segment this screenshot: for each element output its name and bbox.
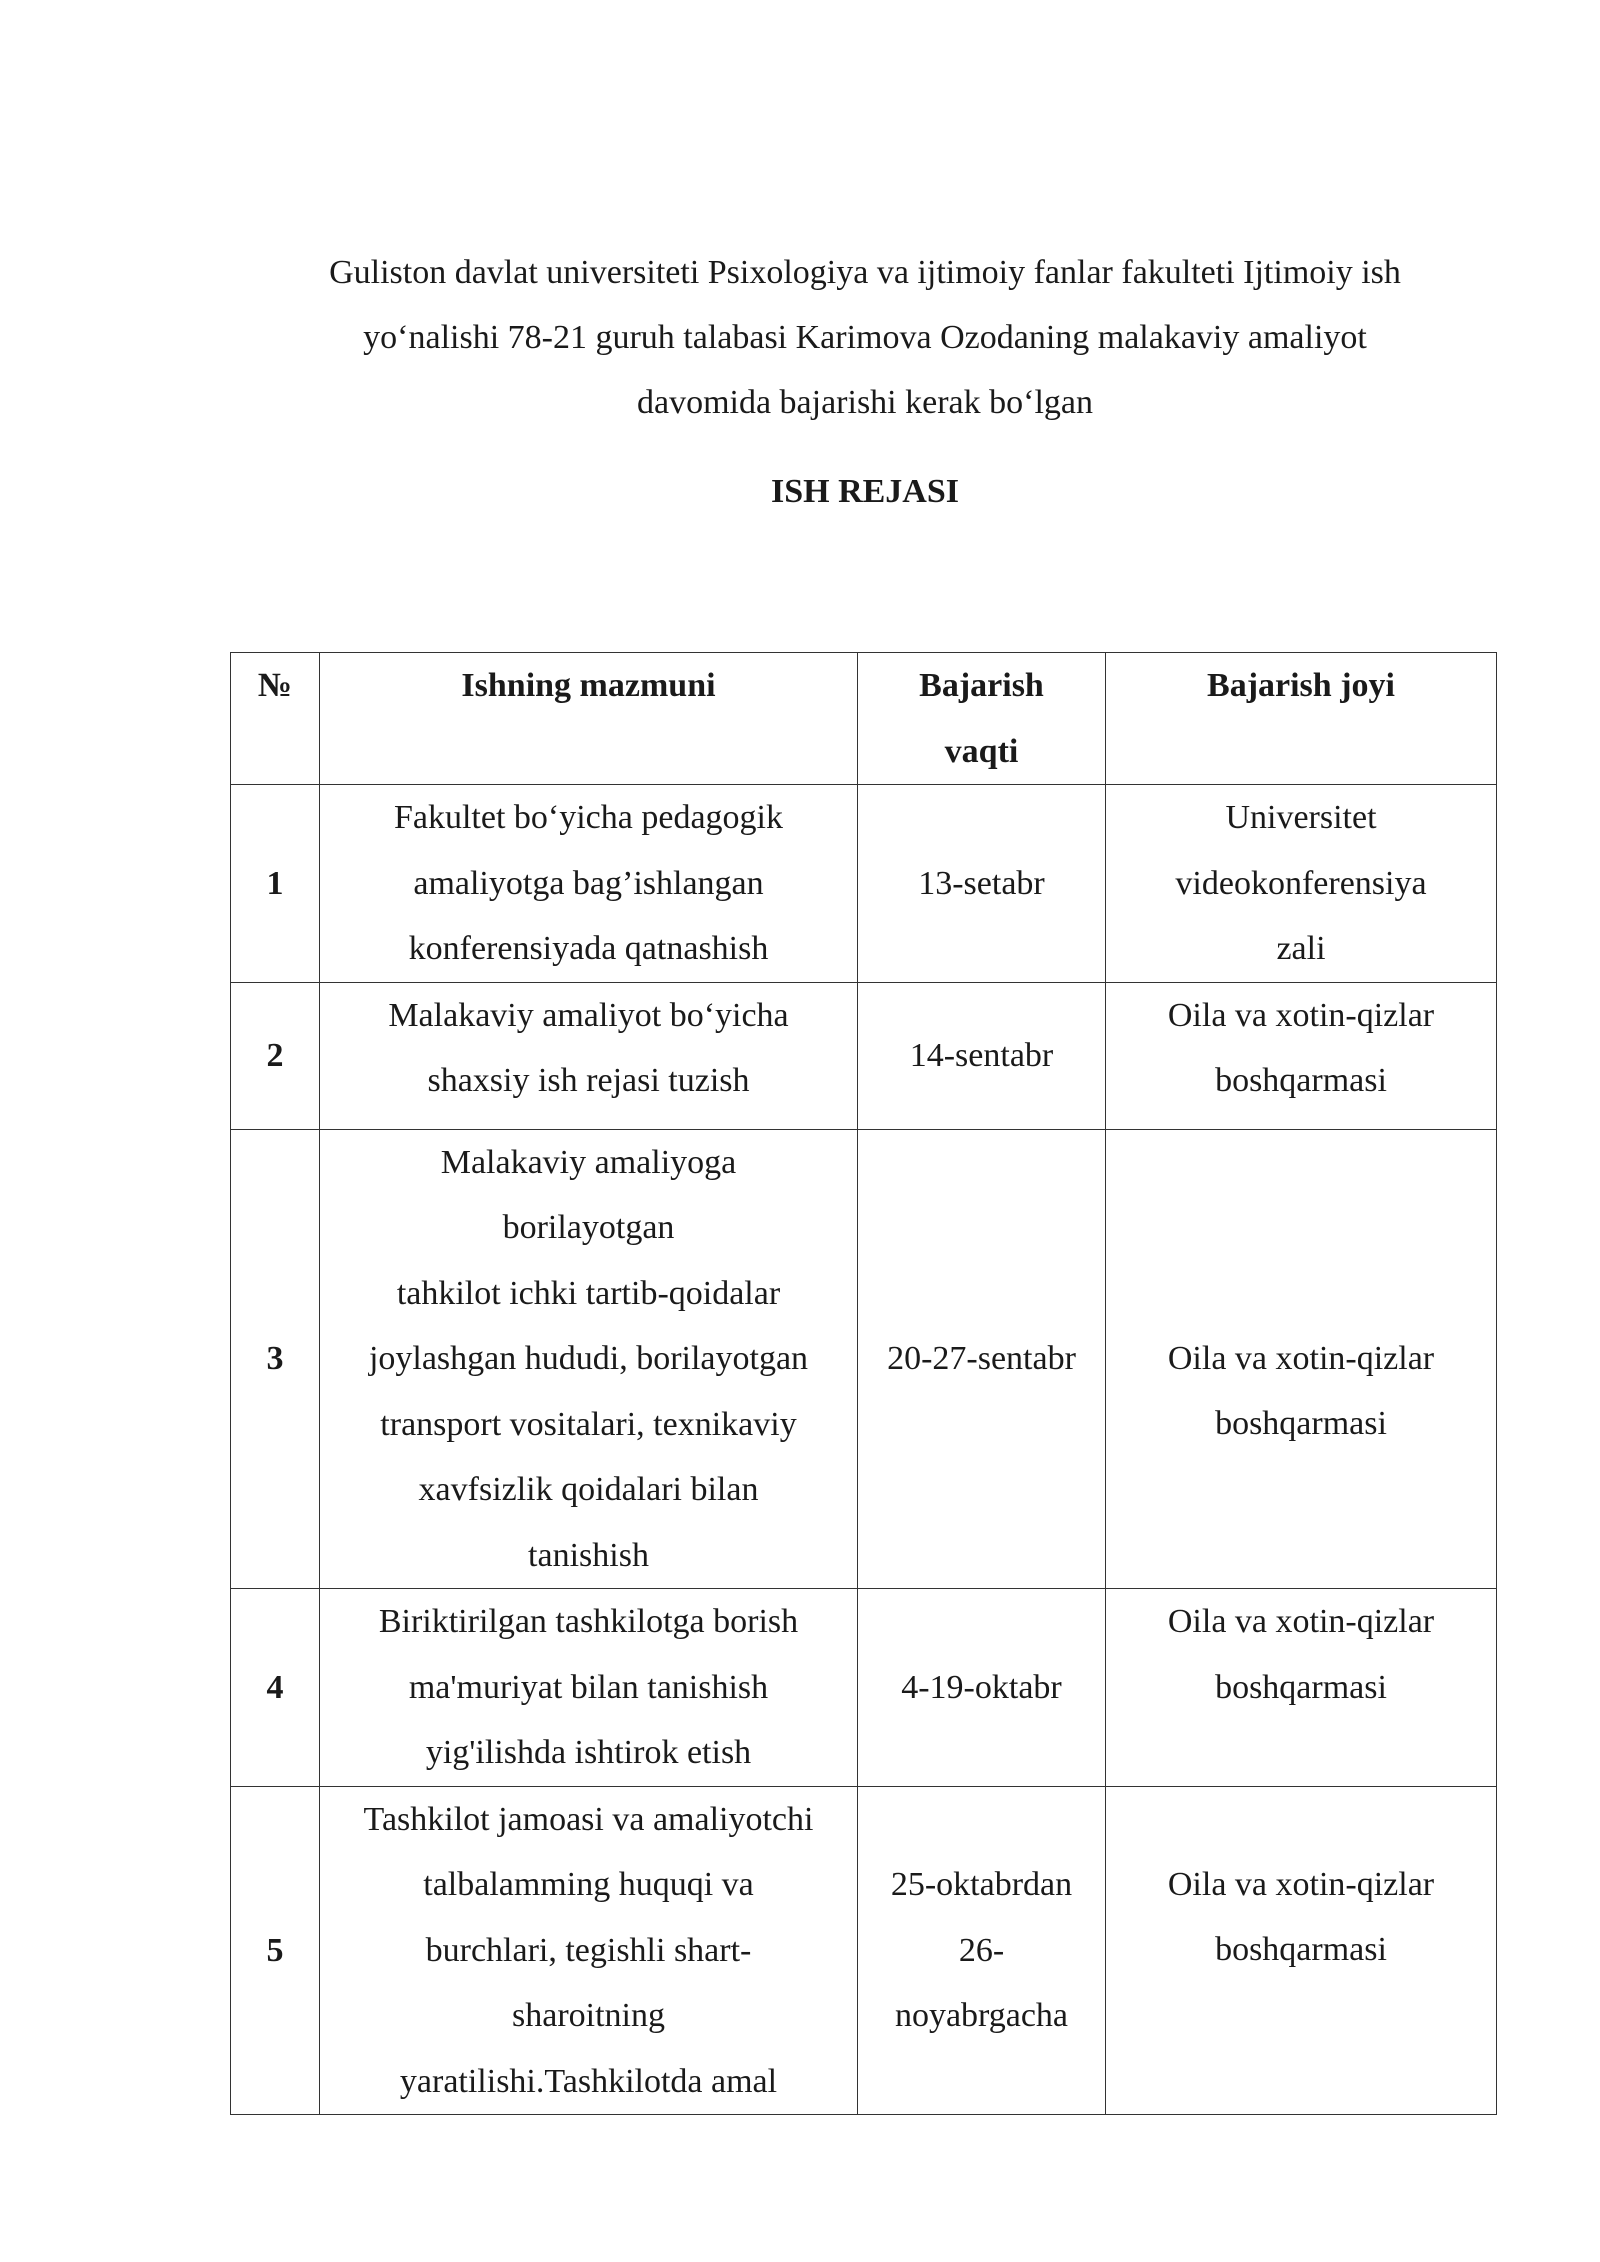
row-time (858, 1129, 1106, 1589)
time-line: 20-27-sentabr (887, 1340, 1076, 1377)
place-line: videokonferensiya (1175, 864, 1427, 902)
row-place (1106, 1786, 1497, 2115)
heading-line: Guliston davlat universiteti Psixologiya va ijtimoiy fanlar fakulteti Ijtimoiy ish (329, 254, 1401, 291)
table-row (231, 1589, 1497, 1787)
content-line: Malakaviy amaliyot bo‘yicha (388, 996, 789, 1034)
content-line: transport vositalari, texnikaviy (380, 1405, 797, 1443)
header-place: Bajarish joyi (1106, 653, 1497, 785)
header-time-line: Bajarish (919, 667, 1044, 704)
place-line: zali (1276, 930, 1326, 967)
table-row (231, 1786, 1497, 2115)
content-line: yaratilishi.Tashkilotda amal (399, 2062, 778, 2100)
row-number: 4 (231, 1589, 320, 1787)
table-row (231, 785, 1497, 983)
heading-line: davomida bajarishi kerak bo‘lgan (636, 384, 1093, 421)
content-line: ma'muriyat bilan tanishish (408, 1668, 769, 1706)
row-time (858, 1589, 1106, 1787)
time-line: 14-sentabr (909, 1036, 1054, 1074)
document-heading (250, 240, 1480, 435)
row-place (1106, 1129, 1497, 1589)
content-line: tanishish (528, 1536, 649, 1574)
time-line: noyabrgacha (894, 1997, 1069, 2034)
content-line: talbalamming huquqi va (423, 1866, 754, 1903)
place-line: boshqarmasi (1215, 1405, 1387, 1443)
row-place (1106, 982, 1497, 1129)
work-plan-table (230, 652, 1497, 2115)
header-number: № (231, 653, 320, 785)
header-time (858, 653, 1106, 785)
content-line: Biriktirilgan tashkilotga borish (378, 1603, 799, 1640)
place-line: boshqarmasi (1215, 1668, 1387, 1706)
content-line: sharoitning (512, 1997, 665, 2034)
row-number: 3 (231, 1129, 320, 1589)
place-line: boshqarmasi (1215, 1062, 1387, 1099)
row-number: 2 (231, 982, 320, 1129)
content-line: yig'ilishda ishtirok etish (425, 1734, 752, 1771)
row-content (320, 785, 858, 983)
document-title: ISH REJASI (770, 473, 959, 510)
content-line: joylashgan hududi, borilayotgan (368, 1340, 809, 1377)
row-content (320, 1786, 858, 2115)
row-place (1106, 1589, 1497, 1787)
time-line: 25-oktabrdan (890, 1866, 1073, 1903)
place-line: Universitet (1225, 799, 1377, 836)
heading-line: yo‘nalishi 78-21 guruh talabasi Karimova Ozodaning malakaviy amaliyot (363, 319, 1367, 356)
row-time (858, 1786, 1106, 2115)
place-line: Oila va xotin-qizlar (1167, 996, 1435, 1034)
content-line: Fakultet bo‘yicha pedagogik (393, 799, 783, 836)
content-line: tahkilot ichki tartib-qoidalar (396, 1274, 781, 1312)
header-time-line: vaqti (944, 732, 1019, 770)
row-content (320, 982, 858, 1129)
content-line: shaxsiy ish rejasi tuzish (427, 1062, 750, 1099)
content-line: Tashkilot jamoasi va amaliyotchi (363, 1800, 814, 1838)
time-line: 4-19-oktabr (901, 1668, 1062, 1706)
table-row (231, 982, 1497, 1129)
content-line: amaliyotga bag’ishlangan (413, 864, 764, 902)
time-line: 26- (958, 1931, 1005, 1969)
content-line: Malakaviy amaliyoga (440, 1143, 737, 1181)
place-line: Oila va xotin-qizlar (1167, 1339, 1435, 1377)
table-header-row (231, 653, 1497, 785)
row-place (1106, 785, 1497, 983)
row-number: 1 (231, 785, 320, 983)
content-line: burchlari, tegishli shart- (425, 1931, 752, 1969)
place-line: boshqarmasi (1215, 1931, 1387, 1968)
header-content: Ishning mazmuni (320, 653, 858, 785)
table-row (231, 1129, 1497, 1589)
time-line: 13-setabr (918, 864, 1045, 902)
content-line: konferensiyada qatnashish (408, 930, 769, 967)
content-line: borilayotgan (502, 1209, 675, 1246)
row-content (320, 1589, 858, 1787)
row-time (858, 785, 1106, 983)
row-content (320, 1129, 858, 1589)
row-number: 5 (231, 1786, 320, 2115)
content-line: xavfsizlik qoidalari bilan (418, 1471, 759, 1508)
place-line: Oila va xotin-qizlar (1167, 1603, 1435, 1640)
row-time (858, 982, 1106, 1129)
place-line: Oila va xotin-qizlar (1167, 1865, 1435, 1903)
